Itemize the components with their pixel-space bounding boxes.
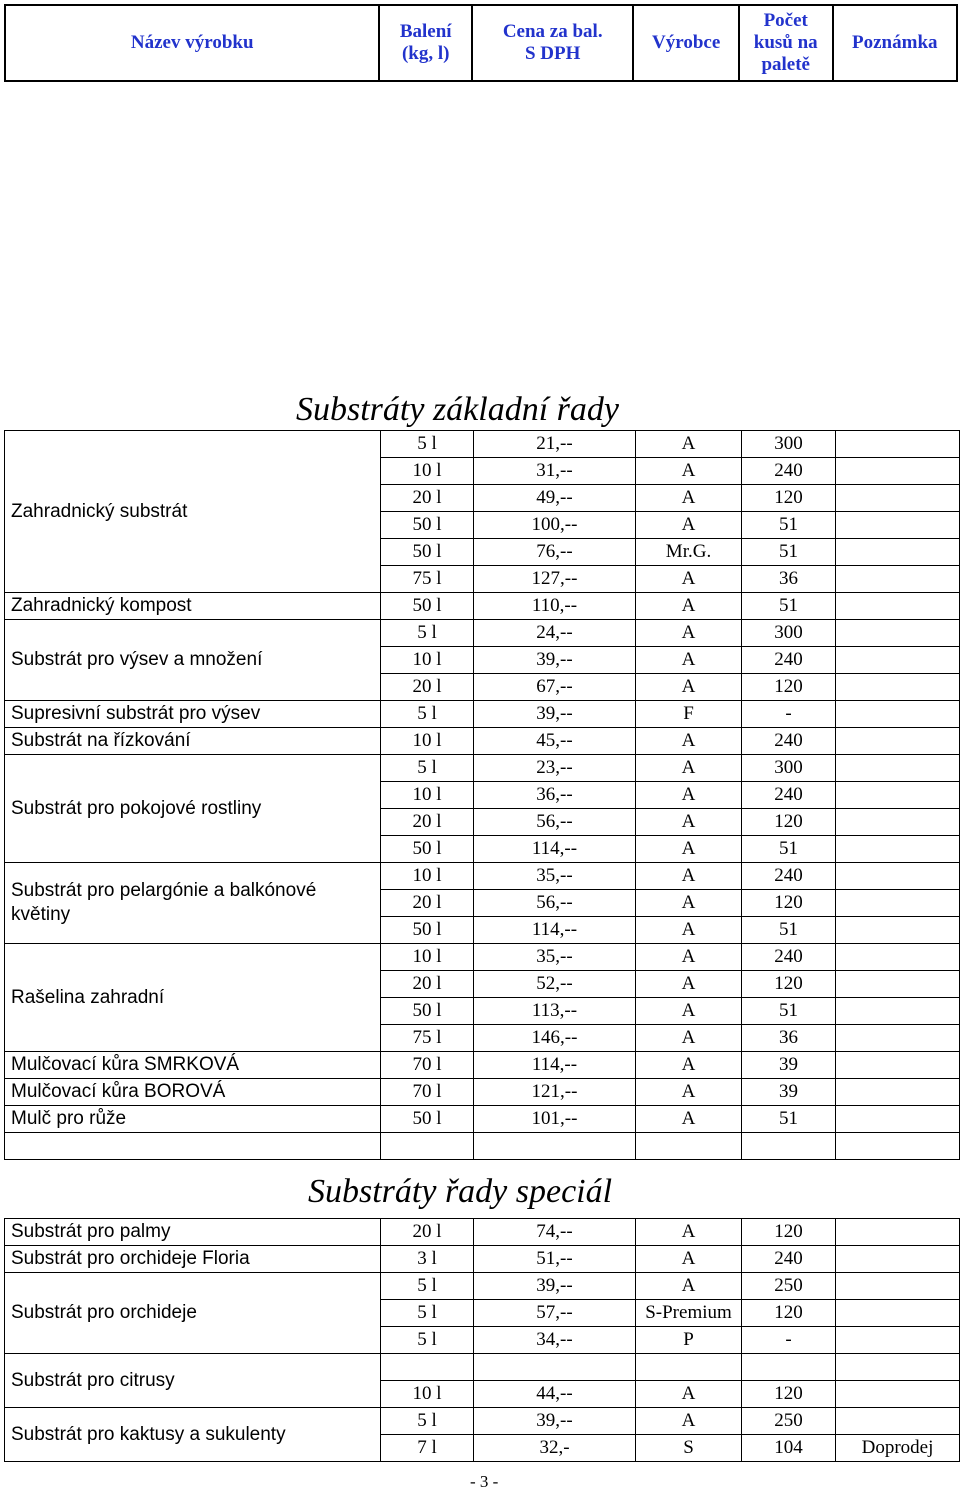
cell-count: 120	[742, 890, 836, 917]
cell-maker: F	[636, 701, 742, 728]
cell-price: 36,--	[474, 782, 636, 809]
cell-price: 114,--	[474, 836, 636, 863]
cell-count: 240	[742, 863, 836, 890]
cell-note	[836, 1106, 960, 1133]
cell-note: Doprodej	[836, 1435, 960, 1462]
cell-pack: 10 l	[381, 944, 474, 971]
product-name: Substrát pro pokojové rostliny	[5, 755, 381, 863]
cell-count: 51	[742, 512, 836, 539]
cell-count: 120	[742, 1381, 836, 1408]
cell-pack: 75 l	[381, 566, 474, 593]
cell-pack: 50 l	[381, 836, 474, 863]
cell-maker: A	[636, 512, 742, 539]
cell-price: 57,--	[474, 1300, 636, 1327]
cell-note	[836, 1354, 960, 1381]
empty-cell	[836, 1133, 960, 1160]
cell-price: 39,--	[474, 1273, 636, 1300]
cell-count: 36	[742, 566, 836, 593]
page-number: - 3 -	[470, 1472, 499, 1491]
cell-count: 240	[742, 1246, 836, 1273]
cell-price: 49,--	[474, 485, 636, 512]
table-row	[5, 1079, 960, 1106]
cell-maker: P	[636, 1327, 742, 1354]
cell-pack: 10 l	[381, 458, 474, 485]
cell-pack: 5 l	[381, 701, 474, 728]
cell-note	[836, 809, 960, 836]
cell-pack: 5 l	[381, 755, 474, 782]
cell-count: 300	[742, 431, 836, 458]
header-col-3: Výrobce	[634, 6, 740, 80]
cell-note	[836, 512, 960, 539]
product-name: Zahradnický kompost	[5, 593, 381, 620]
product-name: Supresivní substrát pro výsev	[5, 701, 381, 728]
cell-count: 36	[742, 1025, 836, 1052]
cell-maker: A	[636, 1381, 742, 1408]
cell-count: 51	[742, 539, 836, 566]
product-name: Substrát pro citrusy	[5, 1354, 381, 1408]
cell-maker: A	[636, 728, 742, 755]
cell-count	[742, 1354, 836, 1381]
cell-maker: Mr.G.	[636, 539, 742, 566]
cell-maker: A	[636, 1052, 742, 1079]
cell-maker: A	[636, 809, 742, 836]
cell-maker: A	[636, 863, 742, 890]
table-row	[5, 728, 960, 755]
table-row	[5, 431, 960, 458]
cell-pack: 50 l	[381, 539, 474, 566]
cell-price: 51,--	[474, 1246, 636, 1273]
cell-pack: 7 l	[381, 1435, 474, 1462]
cell-maker: A	[636, 998, 742, 1025]
table-row	[5, 1052, 960, 1079]
empty-cell	[381, 1133, 474, 1160]
cell-note	[836, 890, 960, 917]
cell-count: 300	[742, 620, 836, 647]
cell-maker: A	[636, 836, 742, 863]
table-row	[5, 1408, 960, 1435]
table-row	[5, 944, 960, 971]
product-name: Mulčovací kůra BOROVÁ	[5, 1079, 381, 1106]
cell-maker: S	[636, 1435, 742, 1462]
cell-note	[836, 1381, 960, 1408]
cell-count: 120	[742, 1219, 836, 1246]
cell-price: 24,--	[474, 620, 636, 647]
empty-cell	[636, 1133, 742, 1160]
cell-note	[836, 1300, 960, 1327]
cell-note	[836, 458, 960, 485]
cell-maker: A	[636, 971, 742, 998]
cell-maker: A	[636, 674, 742, 701]
cell-maker: A	[636, 566, 742, 593]
cell-price: 121,--	[474, 1079, 636, 1106]
product-name: Mulč pro růže	[5, 1106, 381, 1133]
cell-maker: A	[636, 1273, 742, 1300]
cell-price: 45,--	[474, 728, 636, 755]
cell-maker: A	[636, 782, 742, 809]
cell-pack: 3 l	[381, 1246, 474, 1273]
product-name: Zahradnický substrát	[5, 431, 381, 593]
cell-price: 101,--	[474, 1106, 636, 1133]
cell-price	[474, 1354, 636, 1381]
cell-note	[836, 485, 960, 512]
cell-price: 21,--	[474, 431, 636, 458]
product-name: Substrát pro orchideje	[5, 1273, 381, 1354]
cell-pack: 50 l	[381, 1106, 474, 1133]
cell-note	[836, 944, 960, 971]
cell-price: 39,--	[474, 701, 636, 728]
cell-pack	[381, 1354, 474, 1381]
product-name: Rašelina zahradní	[5, 944, 381, 1052]
cell-count: 120	[742, 674, 836, 701]
cell-price: 67,--	[474, 674, 636, 701]
cell-pack: 50 l	[381, 998, 474, 1025]
cell-count: 120	[742, 971, 836, 998]
cell-price: 39,--	[474, 647, 636, 674]
empty-row	[5, 1133, 960, 1160]
products-table-special	[4, 1218, 960, 1462]
cell-pack: 10 l	[381, 863, 474, 890]
cell-note	[836, 593, 960, 620]
cell-maker: A	[636, 620, 742, 647]
cell-maker: A	[636, 431, 742, 458]
product-name: Substrát pro palmy	[5, 1219, 381, 1246]
cell-price: 32,-	[474, 1435, 636, 1462]
cell-count: 240	[742, 782, 836, 809]
cell-pack: 50 l	[381, 593, 474, 620]
product-name: Substrát na řízkování	[5, 728, 381, 755]
empty-cell	[5, 1133, 381, 1160]
cell-maker	[636, 1354, 742, 1381]
product-name: Substrát pro pelargónie a balkónové květiny	[5, 863, 381, 944]
cell-count: 240	[742, 458, 836, 485]
product-name: Substrát pro výsev a množení	[5, 620, 381, 701]
table-row	[5, 863, 960, 890]
cell-price: 44,--	[474, 1381, 636, 1408]
cell-pack: 20 l	[381, 890, 474, 917]
cell-note	[836, 863, 960, 890]
cell-maker: A	[636, 1025, 742, 1052]
cell-note	[836, 971, 960, 998]
cell-count: 39	[742, 1052, 836, 1079]
cell-count: 250	[742, 1273, 836, 1300]
cell-note	[836, 836, 960, 863]
cell-count: 120	[742, 809, 836, 836]
cell-count: 39	[742, 1079, 836, 1106]
header-col-4: Počet kusů na paletě	[740, 6, 834, 80]
cell-count: 51	[742, 917, 836, 944]
cell-pack: 10 l	[381, 647, 474, 674]
table-row	[5, 1273, 960, 1300]
cell-count: 300	[742, 755, 836, 782]
cell-note	[836, 728, 960, 755]
cell-note	[836, 782, 960, 809]
cell-price: 100,--	[474, 512, 636, 539]
cell-maker: A	[636, 944, 742, 971]
cell-count: 51	[742, 836, 836, 863]
section-title-special: Substráty řady speciál	[308, 1173, 613, 1210]
cell-note	[836, 620, 960, 647]
cell-count: 51	[742, 998, 836, 1025]
section-title-basic: Substráty základní řady	[296, 391, 619, 428]
cell-pack: 20 l	[381, 809, 474, 836]
products-table-basic	[4, 430, 960, 1160]
header-col-1: Balení (kg, l)	[380, 6, 473, 80]
cell-price: 110,--	[474, 593, 636, 620]
cell-pack: 5 l	[381, 620, 474, 647]
table-row	[5, 593, 960, 620]
cell-pack: 50 l	[381, 512, 474, 539]
cell-price: 56,--	[474, 809, 636, 836]
cell-pack: 20 l	[381, 485, 474, 512]
cell-price: 114,--	[474, 1052, 636, 1079]
cell-pack: 10 l	[381, 782, 474, 809]
cell-note	[836, 1052, 960, 1079]
cell-count: 51	[742, 1106, 836, 1133]
cell-pack: 10 l	[381, 728, 474, 755]
cell-note	[836, 1025, 960, 1052]
cell-count: 240	[742, 944, 836, 971]
cell-count: 120	[742, 1300, 836, 1327]
cell-price: 127,--	[474, 566, 636, 593]
cell-price: 52,--	[474, 971, 636, 998]
cell-price: 76,--	[474, 539, 636, 566]
cell-pack: 70 l	[381, 1052, 474, 1079]
cell-maker: A	[636, 1408, 742, 1435]
product-name: Substrát pro kaktusy a sukulenty	[5, 1408, 381, 1462]
cell-pack: 75 l	[381, 1025, 474, 1052]
cell-pack: 20 l	[381, 971, 474, 998]
cell-note	[836, 1327, 960, 1354]
cell-price: 31,--	[474, 458, 636, 485]
header-col-2: Cena za bal. S DPH	[473, 6, 634, 80]
cell-maker: A	[636, 890, 742, 917]
cell-pack: 70 l	[381, 1079, 474, 1106]
cell-note	[836, 431, 960, 458]
empty-cell	[474, 1133, 636, 1160]
cell-maker: A	[636, 917, 742, 944]
cell-price: 39,--	[474, 1408, 636, 1435]
cell-pack: 20 l	[381, 1219, 474, 1246]
cell-count: 51	[742, 593, 836, 620]
cell-pack: 5 l	[381, 431, 474, 458]
table-row	[5, 1106, 960, 1133]
cell-maker: A	[636, 485, 742, 512]
table-row	[5, 1354, 960, 1381]
cell-price: 113,--	[474, 998, 636, 1025]
cell-pack: 5 l	[381, 1273, 474, 1300]
cell-note	[836, 1273, 960, 1300]
cell-note	[836, 539, 960, 566]
cell-maker: A	[636, 593, 742, 620]
cell-count: 240	[742, 728, 836, 755]
cell-note	[836, 998, 960, 1025]
cell-maker: A	[636, 458, 742, 485]
cell-maker: A	[636, 1079, 742, 1106]
cell-note	[836, 566, 960, 593]
cell-count: -	[742, 1327, 836, 1354]
cell-note	[836, 1219, 960, 1246]
cell-price: 56,--	[474, 890, 636, 917]
cell-note	[836, 917, 960, 944]
cell-maker: A	[636, 1106, 742, 1133]
cell-note	[836, 1408, 960, 1435]
cell-pack: 50 l	[381, 917, 474, 944]
cell-maker: A	[636, 647, 742, 674]
cell-pack: 10 l	[381, 1381, 474, 1408]
cell-note	[836, 674, 960, 701]
cell-note	[836, 1246, 960, 1273]
cell-note	[836, 1079, 960, 1106]
cell-price: 35,--	[474, 863, 636, 890]
cell-count: -	[742, 701, 836, 728]
cell-price: 35,--	[474, 944, 636, 971]
table-row	[5, 755, 960, 782]
cell-pack: 20 l	[381, 674, 474, 701]
cell-maker: A	[636, 1219, 742, 1246]
table-row	[5, 701, 960, 728]
cell-price: 146,--	[474, 1025, 636, 1052]
cell-price: 114,--	[474, 917, 636, 944]
table-row	[5, 1246, 960, 1273]
table-row	[5, 1219, 960, 1246]
cell-count: 250	[742, 1408, 836, 1435]
cell-maker: A	[636, 755, 742, 782]
cell-note	[836, 647, 960, 674]
empty-cell	[742, 1133, 836, 1160]
product-name: Mulčovací kůra SMRKOVÁ	[5, 1052, 381, 1079]
table-row	[5, 620, 960, 647]
cell-pack: 5 l	[381, 1300, 474, 1327]
cell-price: 34,--	[474, 1327, 636, 1354]
header-col-0: Název výrobku	[6, 6, 380, 80]
cell-pack: 5 l	[381, 1408, 474, 1435]
header-col-5: Poznámka	[852, 32, 938, 53]
cell-count: 104	[742, 1435, 836, 1462]
table-header	[4, 4, 958, 82]
cell-count: 240	[742, 647, 836, 674]
cell-note	[836, 755, 960, 782]
cell-count: 120	[742, 485, 836, 512]
cell-pack: 5 l	[381, 1327, 474, 1354]
cell-price: 74,--	[474, 1219, 636, 1246]
product-name: Substrát pro orchideje Floria	[5, 1246, 381, 1273]
cell-maker: S-Premium	[636, 1300, 742, 1327]
cell-price: 23,--	[474, 755, 636, 782]
cell-maker: A	[636, 1246, 742, 1273]
cell-note	[836, 701, 960, 728]
